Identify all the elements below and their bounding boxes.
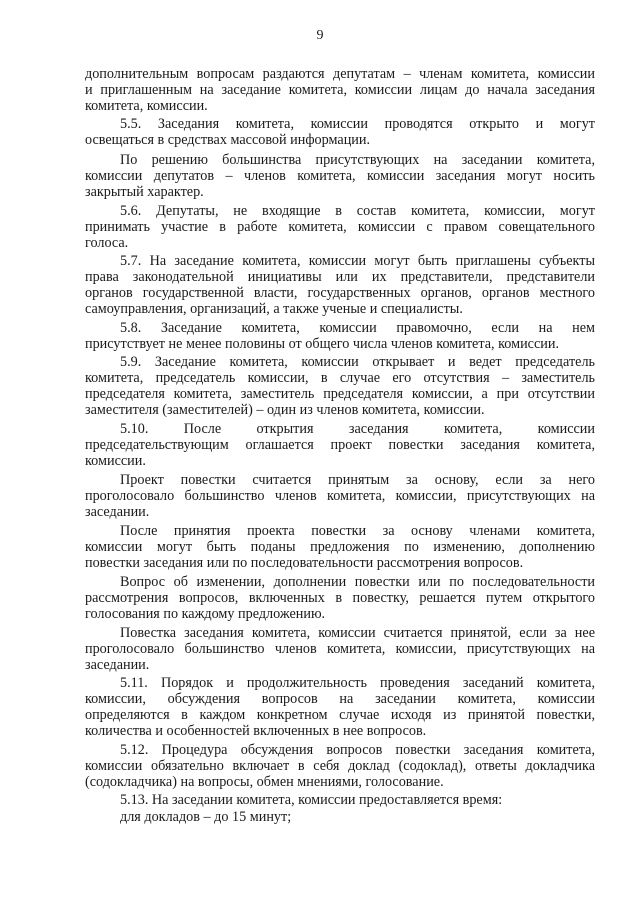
- text-line: проголосовало большинство членов комитета, комиссии, присутствующих на: [85, 641, 595, 657]
- text-line: Вопрос об изменении, дополнении повестки или по последовательности: [120, 574, 595, 590]
- text-line: комиссии обязательно включает в себя доклад (содоклад), ответы докладчика: [85, 758, 595, 774]
- text-line: для докладов – до 15 минут;: [120, 809, 292, 825]
- text-line: комиссии депутатов – членов комитета, комиссии заседания могут носить: [85, 168, 595, 184]
- text-line: 5.7. На заседание комитета, комиссии могут быть приглашены субъекты: [120, 253, 595, 269]
- text-line: рассмотрения вопросов, включенных в повестку, решается путем открытого: [85, 590, 595, 606]
- page-number: 9: [316, 28, 324, 43]
- text-line: освещаться в средствах массовой информации.: [85, 132, 371, 148]
- text-line: определяются в каждом конкретном случае исходя из принятой повестки,: [85, 707, 595, 723]
- text-line: принимать участие в работе комитета, комиссии с правом совещательного: [85, 219, 595, 235]
- text-line: повестки заседания или по последовательности рассмотрения вопросов.: [85, 555, 524, 571]
- text-line: (содокладчика) на вопросы, обмен мнениями, голосование.: [85, 774, 444, 790]
- text-line: 5.12. Процедура обсуждения вопросов повестки заседания комитета,: [120, 742, 595, 758]
- text-line: После принятия проекта повестки за основу членами комитета,: [120, 523, 595, 539]
- text-line: 5.5. Заседания комитета, комиссии проводятся открыто и могут: [120, 116, 595, 132]
- text-line: заседании.: [85, 504, 150, 520]
- text-line: присутствует не менее половины от общего числа членов комитета, комиссии.: [85, 336, 560, 352]
- text-line: количества и особенностей включенных в нее вопросов.: [85, 723, 427, 739]
- text-line: голосования по каждому предложению.: [85, 606, 326, 622]
- text-line: голоса.: [85, 235, 129, 251]
- text-line: Повестка заседания комитета, комиссии считается принятой, если за нее: [120, 625, 595, 641]
- text-line: 5.8. Заседание комитета, комиссии правомочно, если на нем: [120, 320, 595, 336]
- text-line: комиссии.: [85, 453, 146, 469]
- text-line: проголосовало большинство членов комитета, комиссии, присутствующих на: [85, 488, 595, 504]
- text-line: 5.10. После открытия заседания комитета, комиссии: [120, 421, 595, 437]
- text-line: комитета, председатель комиссии, в случае его отсутствия – заместитель: [85, 370, 595, 386]
- text-line: закрытый характер.: [85, 184, 204, 200]
- text-line: органов государственной власти, государственных органов, органов местного: [85, 285, 595, 301]
- text-line: заседании.: [85, 657, 150, 673]
- text-line: заместителя (заместителей) – один из членов комитета, комиссии.: [85, 402, 485, 418]
- text-line: председательствующим оглашается проект повестки заседания комитета,: [85, 437, 595, 453]
- text-line: комиссии могут быть поданы предложения по изменению, дополнению: [85, 539, 595, 555]
- text-line: самоуправления, организаций, а также ученые и специалисты.: [85, 301, 463, 317]
- text-line: права законодательной инициативы или их представители, представители: [85, 269, 595, 285]
- text-line: По решению большинства присутствующих на заседании комитета,: [120, 152, 595, 168]
- text-line: 5.13. На заседании комитета, комиссии предоставляется время:: [120, 792, 503, 808]
- text-line: и приглашенным на заседание комитета, комиссии лицам до начала заседания: [85, 82, 595, 98]
- text-line: 5.6. Депутаты, не входящие в состав комитета, комиссии, могут: [120, 203, 595, 219]
- text-line: комитета, комиссии.: [85, 98, 208, 114]
- text-line: комиссии, обсуждения вопросов на заседании комитета, комиссии: [85, 691, 595, 707]
- text-line: 5.11. Порядок и продолжительность проведения заседаний комитета,: [120, 675, 595, 691]
- text-line: 5.9. Заседание комитета, комиссии открывает и ведет председатель: [120, 354, 595, 370]
- text-line: Проект повестки считается принятым за основу, если за него: [120, 472, 595, 488]
- text-line: председателя комитета, заместитель председателя комиссии, а при отсутствии: [85, 386, 595, 402]
- text-line: дополнительным вопросам раздаются депутатам – членам комитета, комиссии: [85, 66, 595, 82]
